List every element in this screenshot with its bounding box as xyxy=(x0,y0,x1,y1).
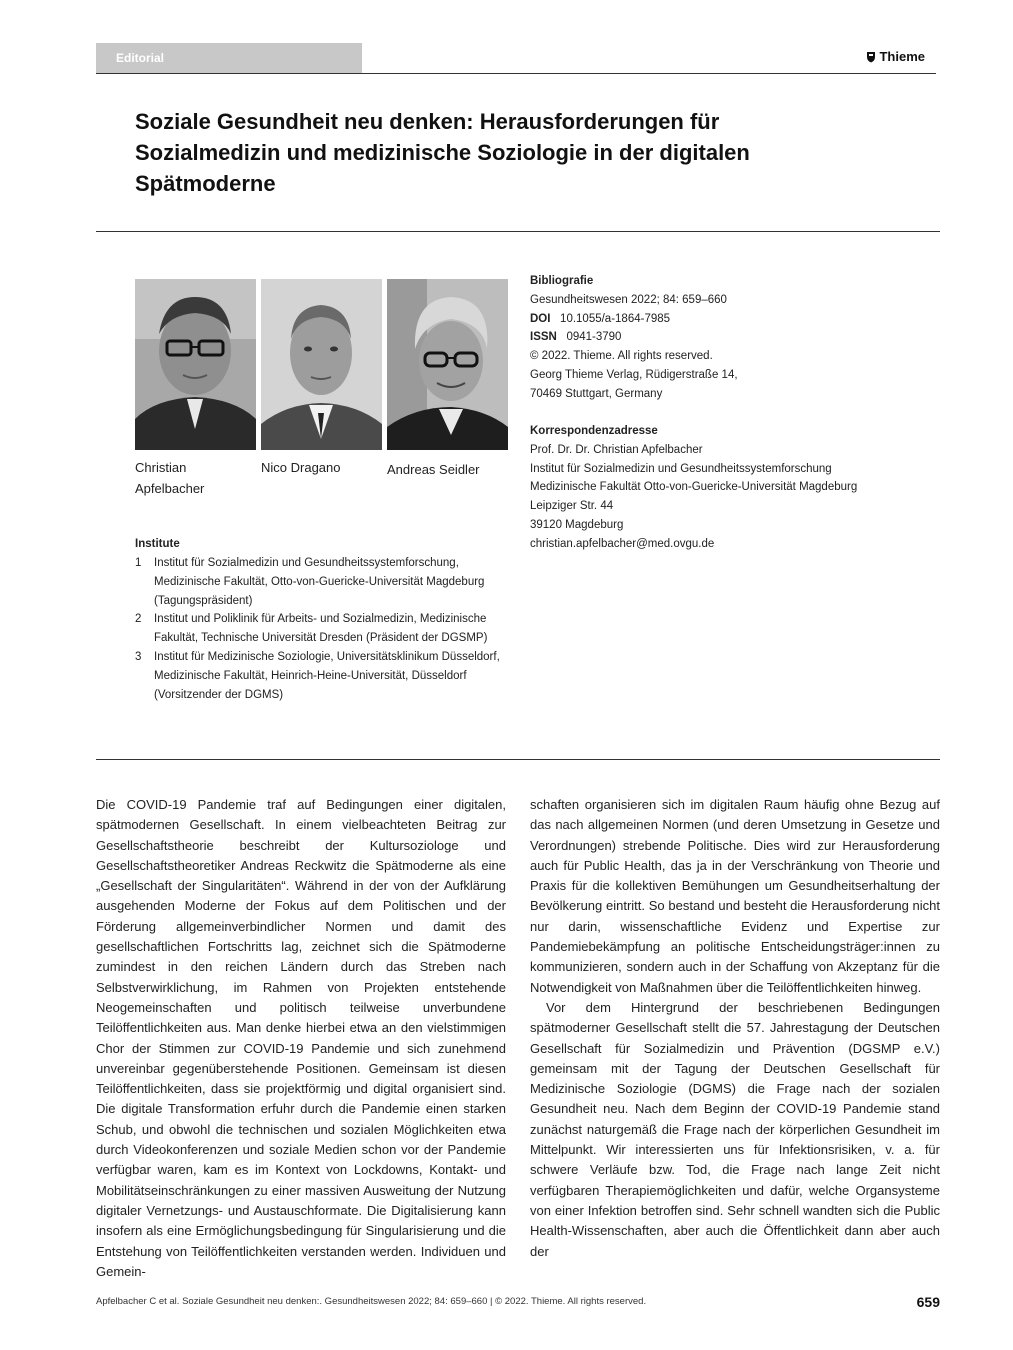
body-right-column xyxy=(530,795,940,1262)
publisher-logo xyxy=(866,49,925,64)
body-rule xyxy=(96,759,940,760)
body-paragraph: Die COVID-19 Pandemie traf auf Bedingungen einer digitalen, spätmodernen Gesellschaft. In einem vielbeachteten Beitrag zur Gesellschaftstheorie beschreibt der Kultursoziologe und Gesellschaftstheoretiker Andreas Reckwitz die Spätmoderne als eine „Gesellschaft der Singularitäten“. Während in der von der Aufklärung ausgehenden Moderne der Fokus auf dem Politischen und der Förderung allgemeinverbindlicher Normen und damit des gesellschaftlichen Fortschritts lag, zeichnet sich die Spätmoderne zumindest in den reichen Ländern durch das Streben nach Selbstverwirklichung, im Rahmen von Projekten entstehende Neogemeinschaften und politisch teilweise unverbundene Teilöffentlichkeiten aus. Man denke hierbei etwa an den vielstimmigen Chor der Stimmen zur COVID-19 Pandemie und sich zunehmend unvereinbar gegenüberstehende Positionen. Gemeinsam ist diesen Teilöffentlichkeiten, dass sie projektförmig und digital organisiert sind. Die digitale Transformation erfuhr durch die Pandemie einen starken Schub, und obwohl die technischen und sozialen Möglichkeiten etwa durch Videokonferenzen und soziale Medien schon vor der Pandemie verfügbar waren, kam es im Kontext von Lockdowns, Kontakt- und Mobilitätseinschränkungen zu einer massiven Ausweitung der Nutzung digitaler Vernetzungs- und Austauschformate. Die Digitalisierung kann insofern als eine Ermöglichungsbedingung für Singularisierung und die Entstehung von Teilöffentlichkeiten verstanden werden. Individuen und Gemein- xyxy=(96,797,506,1279)
bibliography-heading: Bibliografie xyxy=(530,275,594,287)
institutes-heading: Institute xyxy=(135,538,180,550)
copyright-line: © 2022. Thieme. All rights reserved. xyxy=(530,350,713,363)
author-name-apfelbacher: Christian Apfelbacher xyxy=(135,460,205,496)
institute-item xyxy=(135,554,510,610)
issn-line xyxy=(530,328,930,347)
institute-number: 3 xyxy=(135,650,142,663)
correspondence-line: Prof. Dr. Dr. Christian Apfelbacher xyxy=(530,443,703,456)
publisher-address-2: 70469 Stuttgart, Germany xyxy=(530,387,663,400)
body-left-column xyxy=(96,795,506,1282)
correspondence-line: Institut für Sozialmedizin und Gesundheitssystemforschung xyxy=(530,462,832,475)
author-name-seidler: Andreas Seidler xyxy=(387,462,480,477)
correspondence-block xyxy=(530,422,930,554)
correspondence-line: Leipziger Str. 44 xyxy=(530,500,614,513)
article-title: Soziale Gesundheit neu denken: Herausforderungen für Sozialmedizin und medizinische Soziologie in der digitalen Spätmoderne xyxy=(135,109,750,196)
publisher-logo-text: Thieme xyxy=(879,49,925,64)
institute-item xyxy=(135,648,510,704)
doi-line xyxy=(530,310,930,329)
title-rule xyxy=(96,231,940,232)
institute-text: Institut für Medizinische Soziologie, Universitätsklinikum Düsseldorf, Medizinische Fakultät, Heinrich-Heine-Universität, Düsseldorf (Vorsitzender der DGMS) xyxy=(154,650,500,701)
correspondence-email[interactable]: christian.apfelbacher@med.ovgu.de xyxy=(530,537,715,550)
institute-text: Institut für Sozialmedizin und Gesundheitssystemforschung, Medizinische Fakultät, Otto-von-Guericke-Universität Magdeburg (Tagungspräsident) xyxy=(154,557,485,607)
footer-citation: Apfelbacher C et al. Soziale Gesundheit neu denken:. Gesundheitswesen 2022; 84: 659–660 | © 2022. Thieme. All rights reserved. xyxy=(96,1296,647,1307)
correspondence-line: 39120 Magdeburg xyxy=(530,518,624,531)
doi-value: 10.1055/a-1864-7985 xyxy=(560,312,671,325)
institutes-list xyxy=(135,554,510,704)
publisher-address-1: Georg Thieme Verlag, Rüdigerstraße 14, xyxy=(530,368,738,381)
institute-text: Institut und Poliklinik für Arbeits- und Sozialmedizin, Medizinische Fakultät, Technische Universität Dresden (Präsident der DGSMP) xyxy=(154,613,488,645)
body-paragraph: schaften organisieren sich im digitalen Raum häufig ohne Bezug auf das nach allgemeinen Normen (und deren Umsetzung in Gesetze und Verordnungen) strebende Politische. Dies wird zur Herausforderung auch für Public Health, das ja in der Verschränkung von Theorie und Praxis für die kollektiven Bemühungen um Gesundheitserhaltung der Bevölkerung eintritt. So bestand und besteht die Herausforderung nicht nur darin, wissenschaftliche Evidenz und Expertise zur Pandemiebekämpfung an politische Entscheidungsträger:innen zu kommunizieren, sondern auch in der Schaffung von Akzeptanz für die Notwendigkeit von Maßnahmen über die Teilöffentlichkeiten hinweg. xyxy=(530,797,940,995)
body-paragraph: Vor dem Hintergrund der beschriebenen Bedingungen spätmoderner Gesellschaft stellt die 57. Jahrestagung der Deutschen Gesellschaft für Sozialmedizin und Prävention (DGSMP e.V.) gemeinsam mit der Tagung der Deutschen Gesellschaft für Medizinische Soziologie (DGMS) die Frage nach der sozialen Gesundheit neu. Nach dem Beginn der COVID-19 Pandemie stand zunächst naturgemäß die Frage nach der körperlichen Gesundheit im Mittelpunkt. Wir interessierten uns für Infektionsrisiken, v. a. für schwere Verläufe bzw. Tod, die Frage nach lange Zeit nicht verfügbaren Therapiemöglichkeiten und dafür, welche Organsysteme von einer Infektion betroffen sind. Sehr schnell wandten sich die Public Health-Wissenschaften, aber auch die Öffentlichkeit dann aber auch der xyxy=(530,999,940,1259)
correspondence-line: Medizinische Fakultät Otto-von-Guericke-Universität Magdeburg xyxy=(530,481,858,494)
header-rule xyxy=(96,73,936,74)
doi-label: DOI xyxy=(530,312,551,325)
section-label: Editorial xyxy=(96,43,362,73)
author-photo-dragano xyxy=(261,279,382,450)
bibliography-block xyxy=(530,272,930,404)
correspondence-heading: Korrespondenzadresse xyxy=(530,425,658,437)
page-number: 659 xyxy=(916,1294,940,1310)
institute-number: 2 xyxy=(135,613,142,626)
author-name-dragano: Nico Dragano xyxy=(261,460,341,475)
journal-line: Gesundheitswesen 2022; 84: 659–660 xyxy=(530,293,727,306)
institute-item xyxy=(135,610,510,648)
issn-value: 0941-3790 xyxy=(566,331,622,344)
institute-number: 1 xyxy=(135,557,142,569)
author-photo-apfelbacher xyxy=(135,279,256,450)
author-photo-seidler xyxy=(387,279,508,450)
thieme-crest-icon xyxy=(866,51,876,63)
issn-label: ISSN xyxy=(530,331,557,344)
